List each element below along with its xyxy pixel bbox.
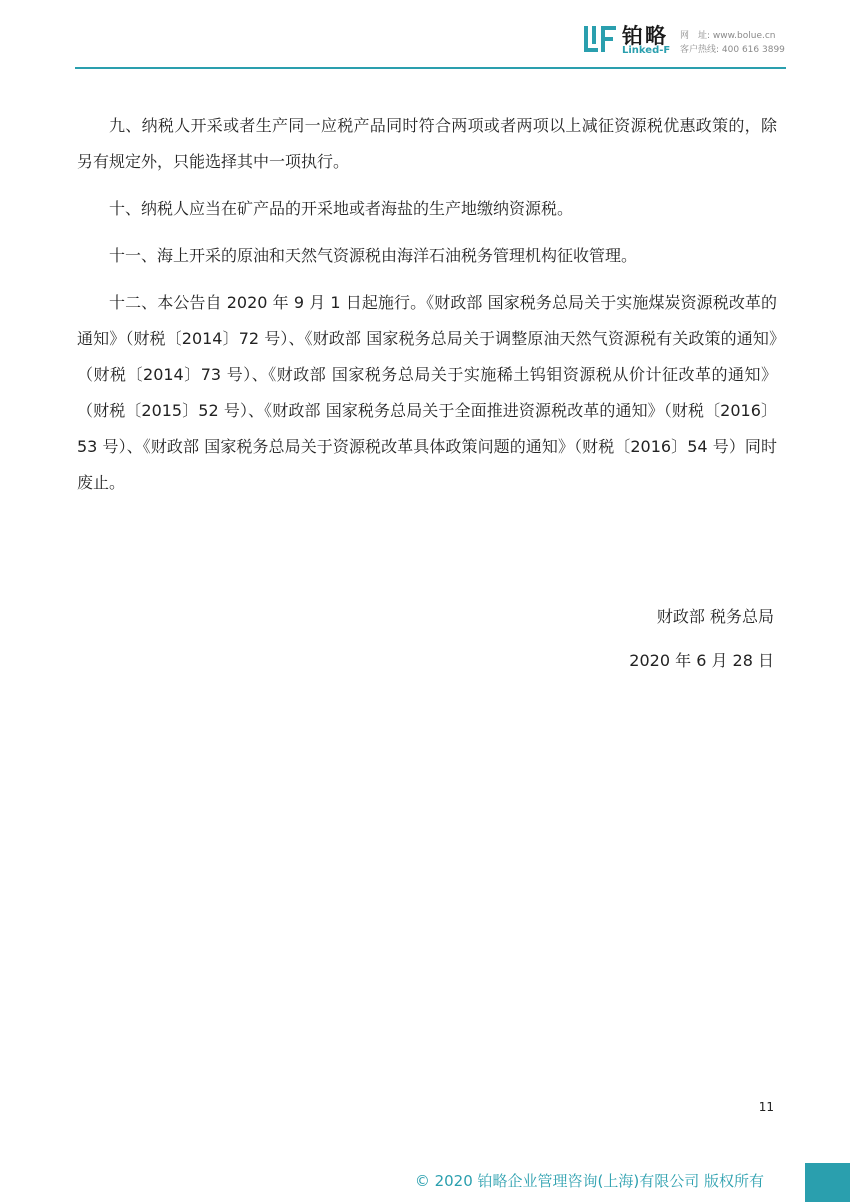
hotline-label: 客户热线: bbox=[680, 45, 720, 55]
website-line bbox=[680, 29, 785, 43]
page-header bbox=[0, 0, 850, 70]
document-body bbox=[77, 108, 777, 501]
logo-chinese-name: 铂略 bbox=[622, 24, 668, 48]
paragraph-10: 十、纳税人应当在矿产品的开采地或者海盐的生产地缴纳资源税。 bbox=[109, 199, 574, 218]
issue-date: 2020 年 6 月 28 日 bbox=[629, 651, 774, 670]
website-label: 网 址: bbox=[680, 31, 711, 41]
logo-mark-icon bbox=[584, 24, 618, 54]
header-divider bbox=[75, 67, 786, 69]
hotline-number: 400 616 3899 bbox=[721, 45, 785, 55]
paragraph-12: 十二、本公告自 2020 年 9 月 1 日起施行。《财政部 国家税务总局关于实施煤炭资源税改革的通知》（财税〔2014〕72 号）、《财政部 国家税务总局关于调整原油天然气资源税有关政策的通知》（财税〔2014〕73 号）、《财政部 国家税务总局关于实施稀土钨钼资源税从价计征改革的通知》（财税〔2015〕52 号）、《财政部 国家税务总局关于全面推进资源税改革的通知》（财税〔2016〕53 号）、《财政部 国家税务总局关于资源税改革具体政策问题的通知》（财税〔2016〕54 号）同时废止。 bbox=[77, 293, 777, 492]
signatory: 财政部 税务总局 bbox=[656, 607, 774, 626]
page-number: 11 bbox=[758, 1100, 774, 1114]
footer-copyright: © 2020 铂略企业管理咨询(上海)有限公司 版权所有 bbox=[414, 1172, 764, 1190]
paragraph-11: 十一、海上开采的原油和天然气资源税由海洋石油税务管理机构征收管理。 bbox=[109, 246, 638, 265]
hotline-line bbox=[680, 43, 785, 57]
website-url[interactable]: www.bolue.cn bbox=[712, 31, 776, 41]
logo-english-name: Linked-F bbox=[622, 45, 671, 56]
paragraph-9: 九、纳税人开采或者生产同一应税产品同时符合两项或者两项以上减征资源税优惠政策的，除另有规定外，只能选择其中一项执行。 bbox=[77, 116, 777, 171]
contact-info bbox=[680, 29, 785, 57]
footer-accent-block bbox=[805, 1163, 850, 1202]
